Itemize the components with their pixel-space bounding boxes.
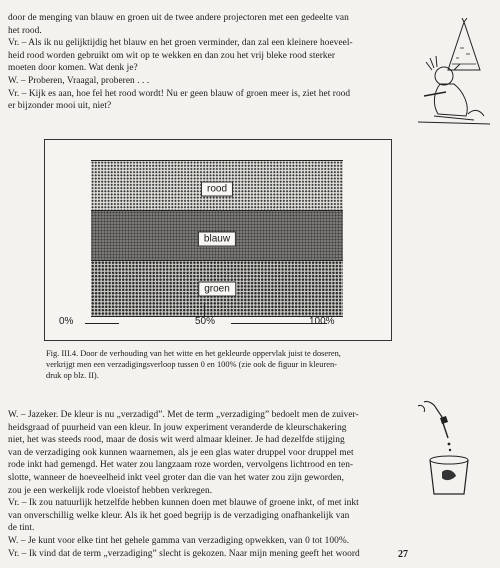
text-line: van de verzadiging ook kunnen waarnemen, als je een glas water druppel voor druppel met [8,447,354,458]
figure-caption [46,348,400,381]
text-line: Vr. – Ik zou natuurlijk hetzelfde hebben kunnen doen met blauwe of groene inkt, of met inkt [8,498,359,509]
tent-figure-illustration-icon [404,18,496,128]
text-line: van onverschillig welke kleur. Als ik het goed begrijp is de verzadiging onafhankelijk van [8,510,350,521]
ink-dropper-glass-illustration-icon [414,398,474,498]
scale-label-right: 100% [309,316,335,327]
scale-tick-mid [204,304,205,316]
band-label-rood: rood [201,181,233,196]
text-line: moeten door komen. Wat denk je? [8,63,138,74]
text-line: heidsgraad of puurheid van een kleur. In jouw experiment veranderde de kleurschakering [8,422,347,433]
text-line: Vr. – Kijk es aan, hoe fel het rood wordt! Nu er geen blauw of groen meer is, ziet het rood [8,88,351,99]
band-rood [91,160,343,217]
text-line: het rood. [8,25,42,36]
text-line: slotte, wanneer de hoeveelheid inkt veel groter dan die van het water zou zijn geworden, [8,472,345,483]
caption-line: druk op blz. II). [46,371,99,380]
text-line: rode inkt had gemengd. Het water zou langzaam roze worden, vervolgens lichtrood en ten- [8,460,354,471]
scale-arrow-left [85,323,119,324]
band-blauw [91,210,343,267]
caption-line: verkrijgt men een verzadigingsverloop tussen 0 en 100% (zie ook de figuur in kleuren- [46,360,337,369]
scale-label-mid: 50% [195,316,216,327]
top-paragraph [8,12,398,113]
caption-line: Fig. III.4. Door de verhouding van het witte en het gekleurde oppervlak juist te doseren, [46,349,341,358]
text-line: Vr. – Ik vind dat de term „verzadiging” slecht is gekozen. Naar mijn mening geeft het woord [8,548,360,559]
band-label-groen: groen [198,281,236,296]
scale-label-left: 0% [59,316,74,327]
text-line: W. – Proberen, Vraagal, proberen . . . [8,75,150,86]
bottom-paragraph [8,409,418,560]
text-line: er bijzonder mooi uit, niet? [8,101,112,112]
text-line: zou je een werkelijk rode vloeistof hebben verkregen. [8,485,213,496]
band-label-blauw: blauw [198,231,236,246]
text-line: de tint. [8,523,35,534]
text-line: door de menging van blauw en groen uit de twee andere projectoren met een gedeelte van [8,13,349,23]
page-number: 27 [398,549,408,560]
text-line: heid rood worden gebruikt om wit op te wekken en dan zou het vrij bleke rood sterker [8,50,336,61]
text-line: niet, het was steeds rood, maar de dosis wit werd almaar kleiner. Je had dezelfde stijging [8,435,345,446]
band-groen [91,260,343,317]
text-line: W. – Jazeker. De kleur is nu „verzadigd”. Met de term „verzadiging” bedoelt men de zuiver- [8,410,359,420]
text-line: Vr. – Als ik nu gelijktijdig het blauw en het groen verminder, dan zal een kleinere hoeveel- [8,38,353,49]
text-line: W. – Je kunt voor elke tint het gehele gamma van verzadiging opwekken, van 0 tot 100%. [8,535,350,546]
saturation-figure [44,139,392,341]
